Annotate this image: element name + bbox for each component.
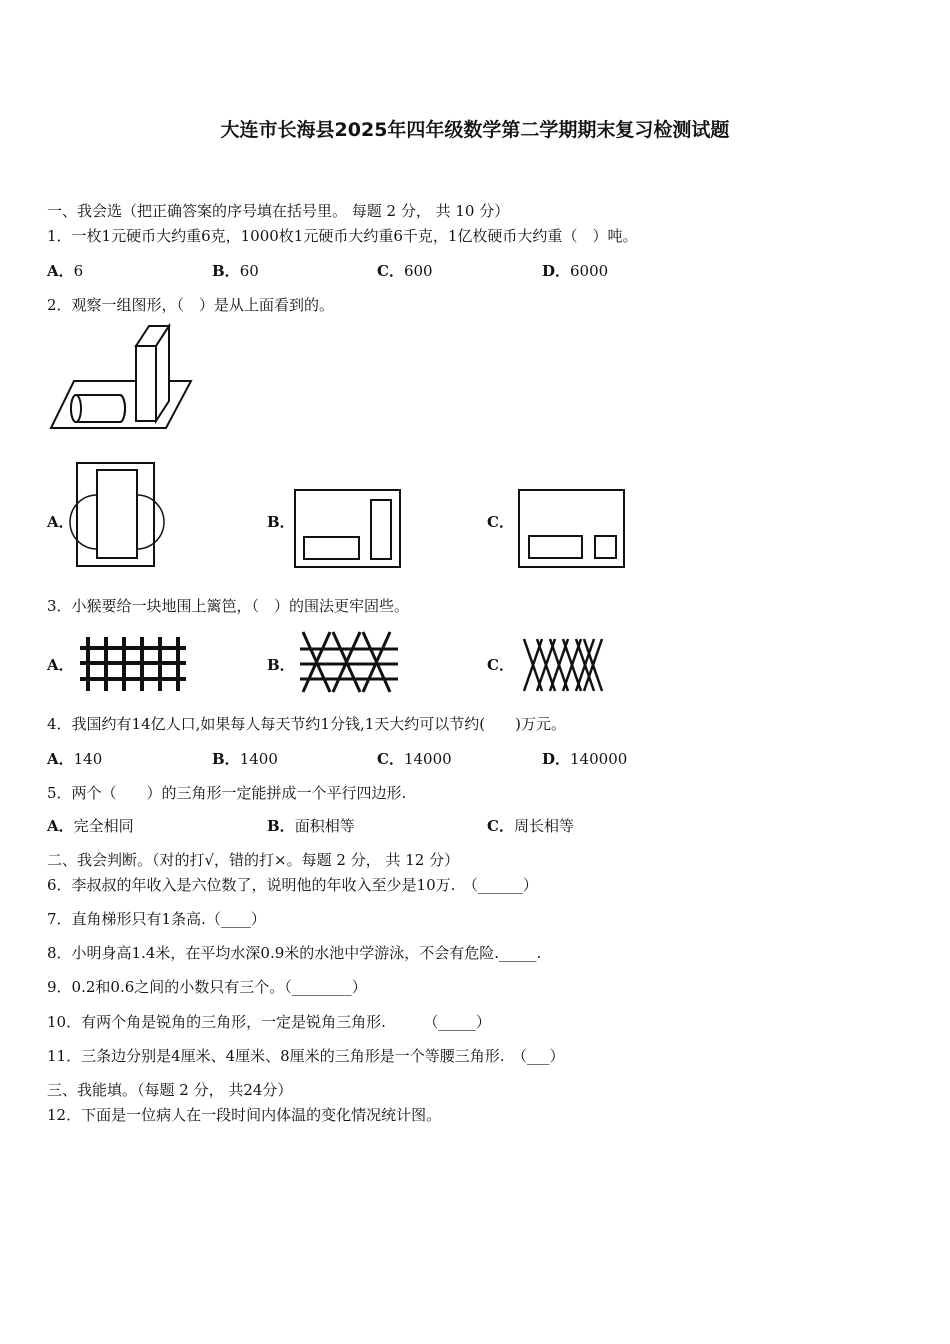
q4-option-d[interactable]: D．140000: [542, 750, 628, 768]
q1-option-b[interactable]: B．60: [212, 262, 259, 280]
section-heading-3: 三、我能填。（每题 2 分， 共24分）: [47, 1081, 293, 1099]
question-7: 7．直角梯形只有1条高.（____）: [47, 910, 266, 928]
q4-option-c[interactable]: C．14000: [377, 750, 452, 768]
q3-option-a-fence: [80, 635, 188, 693]
q3-option-c[interactable]: C．: [487, 656, 514, 674]
q2-option-c-figure: [518, 489, 626, 569]
section-heading-2: 二、我会判断。（对的打√，错的打×。每题 2 分， 共 12 分）: [47, 851, 460, 869]
q1-option-d[interactable]: D．6000: [542, 262, 609, 280]
question-8: 8．小明身高1.4米，在平均水深0.9米的水池中学游泳，不会有危险._____.: [47, 944, 542, 962]
page-title: 大连市长海县2025年四年级数学第二学期期末复习检测试题: [220, 119, 730, 141]
question-3: 3．小猴要给一块地围上篱笆，（ ）的围法更牢固些。: [47, 597, 410, 615]
q3-option-c-fence: [522, 637, 604, 693]
q5-option-c[interactable]: C．周长相等: [487, 817, 574, 835]
q1-option-c[interactable]: C．600: [377, 262, 433, 280]
question-1: 1．一枚1元硬币大约重6克，1000枚1元硬币大约重6千克，1亿枚硬币大约重（ ）吨。: [47, 227, 638, 245]
q2-option-a-figure: [76, 462, 156, 568]
q2-option-a[interactable]: A．: [47, 513, 74, 531]
q3-option-b-fence: [300, 630, 400, 694]
q3-option-a[interactable]: A．: [47, 656, 74, 674]
q1-option-a[interactable]: A．6: [47, 262, 84, 280]
q3-option-b[interactable]: B．: [267, 656, 295, 674]
section-heading-1: 一、我会选（把正确答案的序号填在括号里。 每题 2 分， 共 10 分）: [47, 202, 510, 220]
q2-option-b-figure: [294, 489, 402, 569]
q4-option-a[interactable]: A．140: [47, 750, 103, 768]
q4-option-b[interactable]: B．1400: [212, 750, 278, 768]
q5-option-a[interactable]: A．完全相同: [47, 817, 134, 835]
question-2: 2．观察一组图形，（ ）是从上面看到的。: [47, 296, 335, 314]
question-5: 5．两个（ ）的三角形一定能拼成一个平行四边形.: [47, 784, 407, 802]
question-9: 9．0.2和0.6之间的小数只有三个。（________）: [47, 978, 367, 996]
question-12: 12．下面是一位病人在一段时间内体温的变化情况统计图。: [47, 1106, 442, 1124]
question-11: 11．三条边分别是4厘米、4厘米、8厘米的三角形是一个等腰三角形. （___）: [47, 1047, 565, 1065]
question-6: 6．李叔叔的年收入是六位数了，说明他的年收入至少是10万. （______）: [47, 876, 538, 894]
q2-option-c[interactable]: C．: [487, 513, 514, 531]
q2-option-b[interactable]: B．: [267, 513, 295, 531]
question-10: 10．有两个角是锐角的三角形，一定是锐角三角形. （_____）: [47, 1013, 491, 1031]
q2-solid-figure: [48, 324, 198, 434]
q5-option-b[interactable]: B．面积相等: [267, 817, 355, 835]
question-4: 4．我国约有14亿人口,如果每人每天节约1分钱,1天大约可以节约( )万元。: [47, 715, 566, 733]
